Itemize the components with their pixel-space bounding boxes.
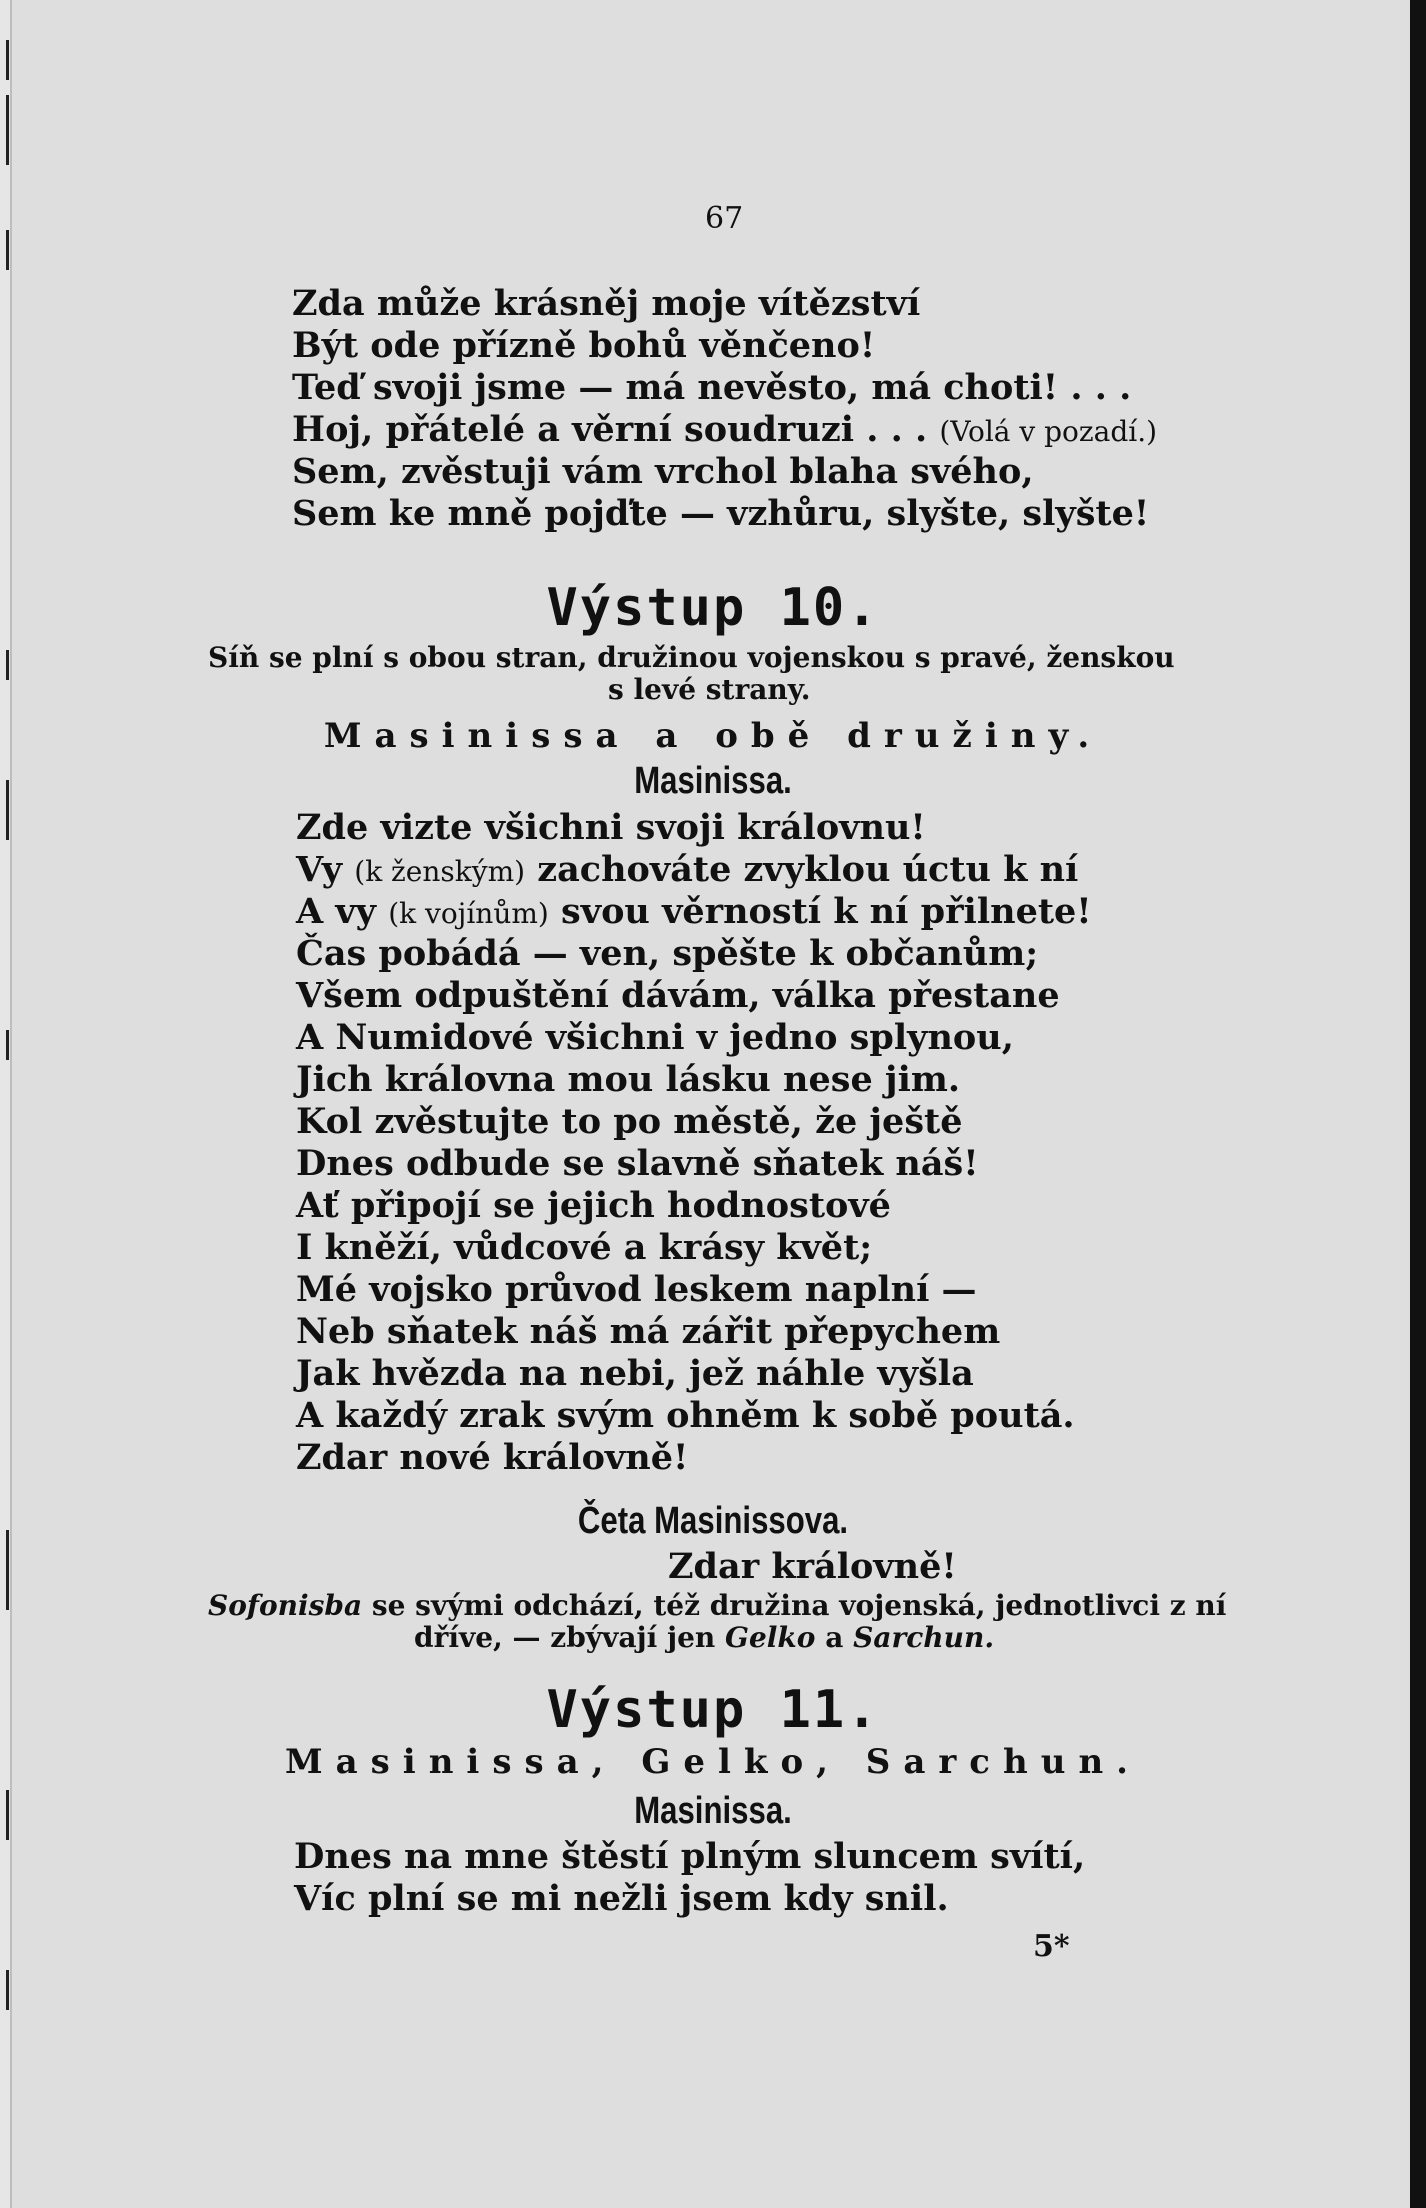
stage-direction: (k ženským) bbox=[354, 855, 526, 888]
verse-line: Zdar nové královně! bbox=[296, 1437, 689, 1478]
verse-line: Všem odpuštění dávám, válka přestane bbox=[296, 975, 1060, 1016]
verse-text: svou věrností k ní přilnete! bbox=[548, 891, 1092, 932]
speaker-name: Masinissa. bbox=[634, 760, 792, 802]
verse-line: Dnes na mne štěstí plným sluncem svítí, bbox=[294, 1836, 1086, 1877]
scene-heading: Výstup 11. bbox=[546, 1680, 880, 1740]
verse-text: Hoj, přátelé a věrní soudruzi . . . bbox=[292, 409, 928, 450]
verse-line: Víc plní se mi nežli jsem kdy snil. bbox=[294, 1878, 949, 1919]
stage-direction: (k vojínům) bbox=[388, 897, 549, 930]
speaker-name: Četa Masinissova. bbox=[577, 1500, 849, 1542]
cast-list: Masinissa, Gelko, Sarchun. bbox=[284, 1742, 1142, 1782]
verse-text: Vy bbox=[296, 849, 355, 890]
verse-line: Mé vojsko průvod leskem naplní — bbox=[296, 1269, 977, 1310]
stage-direction: Síň se plní s obou stran, družinou vojenskou s pravé, ženskou bbox=[208, 641, 1175, 674]
verse-line: Jak hvězda na nebi, jež náhle vyšla bbox=[296, 1353, 974, 1394]
verse-line: Jich královna mou lásku nese jim. bbox=[296, 1059, 961, 1100]
margin-mark bbox=[6, 40, 9, 80]
verse-line: Zde vizte všichni svoji královnu! bbox=[296, 807, 926, 848]
margin-mark bbox=[6, 1790, 9, 1840]
stage-direction bbox=[208, 1590, 1226, 1622]
verse-line bbox=[296, 891, 1092, 935]
stage-text: dříve, — zbývají jen bbox=[414, 1621, 726, 1654]
speaker-name: Masinissa. bbox=[634, 1790, 792, 1832]
stage-text: a bbox=[815, 1621, 854, 1654]
verse-line: A Numidové všichni v jedno splynou, bbox=[296, 1017, 1014, 1058]
margin-mark bbox=[6, 780, 9, 840]
verse-line: Teď svoji jsme — má nevěsto, má choti! . . . bbox=[292, 367, 1132, 408]
character-name: Gelko bbox=[725, 1621, 816, 1654]
verse-line bbox=[296, 849, 1078, 893]
margin-mark bbox=[6, 230, 9, 270]
verse-line: Sem ke mně pojďte — vzhůru, slyšte, slyšte! bbox=[292, 493, 1150, 534]
verse-line: Neb sňatek náš má zářit přepychem bbox=[296, 1311, 1001, 1352]
verse-line: Zda může krásněj moje vítězství bbox=[292, 283, 921, 324]
character-name: Sarchun. bbox=[853, 1621, 995, 1654]
printer-signature: 5* bbox=[1033, 1929, 1070, 1964]
scene-heading: Výstup 10. bbox=[546, 578, 880, 638]
verse-line: Ať připojí se jejich hodnostové bbox=[296, 1185, 891, 1226]
margin-mark bbox=[6, 1970, 9, 2010]
stage-direction: s levé strany. bbox=[608, 673, 811, 706]
verse-line: I kněží, vůdcové a krásy květ; bbox=[296, 1227, 873, 1268]
page-number: 67 bbox=[705, 201, 744, 236]
margin-mark bbox=[6, 650, 9, 680]
verse-line: Dnes odbude se slavně sňatek náš! bbox=[296, 1143, 979, 1184]
page-left-edge bbox=[0, 0, 12, 2208]
character-name: Sofonisba bbox=[208, 1589, 363, 1622]
verse-line: A každý zrak svým ohněm k sobě poutá. bbox=[296, 1395, 1075, 1436]
verse-line bbox=[292, 409, 1157, 453]
verse-text: zachováte zvyklou úctu k ní bbox=[525, 849, 1079, 890]
page-right-edge bbox=[1410, 0, 1426, 2208]
margin-mark bbox=[6, 1530, 9, 1610]
stage-direction: (Volá v pozadí.) bbox=[939, 415, 1158, 448]
stage-text: se svými odchází, též družina vojenská, jednotlivci z ní bbox=[362, 1589, 1227, 1622]
margin-mark bbox=[6, 95, 9, 165]
verse-line: Kol zvěstujte to po městě, že ještě bbox=[296, 1101, 963, 1142]
stage-direction bbox=[414, 1622, 994, 1654]
verse-line: Být ode přízně bohů věnčeno! bbox=[292, 325, 876, 366]
cast-list: Masinissa a obě družiny. bbox=[323, 716, 1103, 756]
margin-mark bbox=[6, 1030, 9, 1060]
verse-text: A vy bbox=[296, 891, 389, 932]
verse-line: Čas pobádá — ven, spěšte k občanům; bbox=[296, 933, 1039, 974]
verse-line: Zdar královně! bbox=[668, 1546, 957, 1587]
verse-line: Sem, zvěstuji vám vrchol blaha svého, bbox=[292, 451, 1034, 492]
